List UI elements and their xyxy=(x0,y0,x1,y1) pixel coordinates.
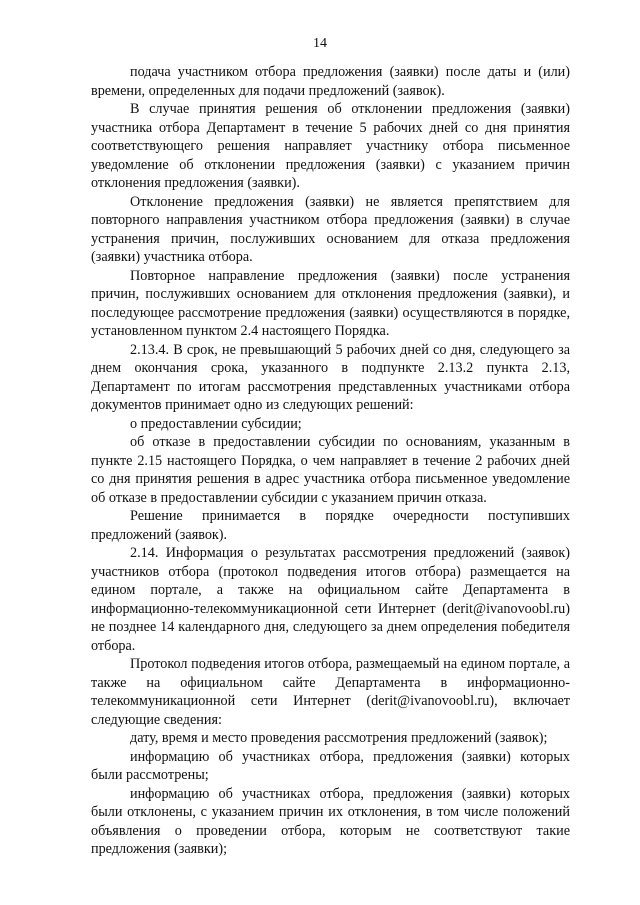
paragraph-refusal-decision: об отказе в предоставлении субсидии по основаниям, указанным в пункте 2.15 настоящего Порядка, о чем направляет в течение 2 рабочих дней со дня принятия решения в адрес участника отбора письменное уведомление об отказе в предоставлении субсидии с указанием причин отказа. xyxy=(91,434,570,506)
paragraph-resubmission-allowed: Отклонение предложения (заявки) не является препятствием для повторного направления участником отбора предложения (заявки) в случае устранения причин, послуживших основанием для отказа предложения (заявки) участника отбора. xyxy=(91,193,570,265)
paragraph-late-submission: подача участником отбора предложения (заявки) после даты и (или) времени, определенных для подачи предложений (заявок). xyxy=(91,64,570,99)
page-number: 14 xyxy=(313,36,327,51)
paragraph-resubmission-procedure: Повторное направление предложения (заявки) после устранения причин, послуживших основанием для отклонения предложения (заявки), и последующее рассмотрение предложения (заявки) осуществляются в порядке, установленном пунктом 2.4 настоящего Порядка. xyxy=(91,267,570,339)
paragraph-decision-order: Решение принимается в порядке очередности поступивших предложений (заявок). xyxy=(91,508,570,543)
paragraph-protocol-contents: Протокол подведения итогов отбора, размещаемый на едином портале, а также на официальном сайте Департамента в информационно-телекоммуникационной сети Интернет (derit@ivanovoobl.ru), включает следующие сведения: xyxy=(91,656,570,728)
paragraph-2-14: 2.14. Информация о результатах рассмотрения предложений (заявок) участников отбора (протокол подведения итогов отбора) размещается на едином портале, а также на официальном сайте Департамента в информационно-телекоммуникационной сети Интернет (derit@ivanovoobl.ru) не позднее 14 календарного дня, следующего за днем определения победителя отбора. xyxy=(91,545,570,654)
document-body xyxy=(91,63,570,859)
paragraph-2-13-4: 2.13.4. В срок, не превышающий 5 рабочих дней со дня, следующего за днем окончания срока, указанного в подпункте 2.13.2 пункта 2.13, Департамент по итогам рассмотрения представленных участниками отбора документов принимает одно из следующих решений: xyxy=(91,341,570,413)
paragraph-protocol-reviewed: информацию об участниках отбора, предложения (заявки) которых были рассмотрены; xyxy=(91,748,570,783)
paragraph-grant-decision: о предоставлении субсидии; xyxy=(130,415,302,432)
paragraph-rejection-notice: В случае принятия решения об отклонении предложения (заявки) участника отбора Департамент в течение 5 рабочих дней со дня принятия соответствующего решения направляет участнику отбора письменное уведомление об отклонении предложения (заявки) с указанием причин отклонения предложения (заявки). xyxy=(91,101,570,191)
paragraph-protocol-date-place: дату, время и место проведения рассмотрения предложений (заявок); xyxy=(130,730,548,746)
paragraph-protocol-rejected: информацию об участниках отбора, предложения (заявки) которых были отклонены, с указанием причин их отклонения, в том числе положений объявления о проведении отбора, которым не соответствуют такие предложения (заявки); xyxy=(91,785,570,857)
